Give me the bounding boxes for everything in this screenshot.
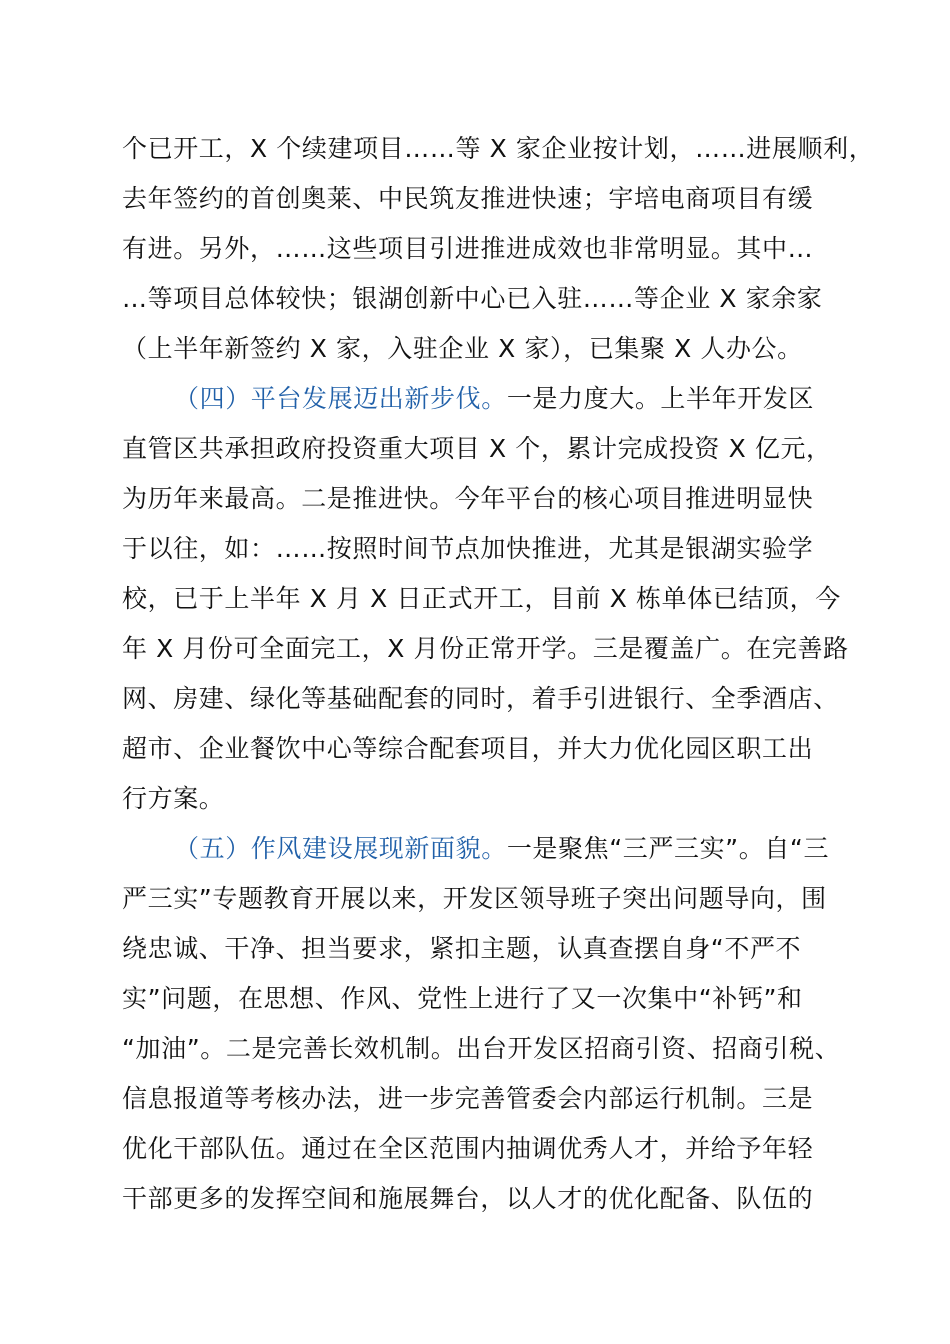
paragraph-2-line-6: 网、房建、绿化等基础配套的同时，着手引进银行、全季酒店、 (122, 684, 839, 713)
paragraph-2-line-2: 为历年来最高。二是推进快。今年平台的核心项目推进明显快 (122, 484, 814, 513)
paragraph-3-line-5: 信息报道等考核办法，进一步完善管委会内部运行机制。三是 (122, 1084, 814, 1113)
paragraph-3-line-1: 严三实”专题教育开展以来，开发区领导班子突出问题导向，围 (122, 884, 827, 913)
paragraph-2-first-line-text: 一是力度大。上半年开发区 (506, 384, 815, 413)
paragraph-2-line-3: 于以往，如：……按照时间节点加快推进，尤其是银湖实验学 (122, 534, 814, 563)
paragraph-3-first-line (174, 824, 864, 874)
paragraph-1-line-5: （上半年新签约 X 家，入驻企业 X 家），已集聚 X 人办公。 (122, 334, 803, 363)
paragraph-1-line-1: 个已开工，X 个续建项目……等 X 家企业按计划，……进展顺利， (122, 134, 875, 163)
paragraph-3-line-6: 优化干部队伍。通过在全区范围内抽调优秀人才，并给予年轻 (122, 1134, 814, 1163)
paragraph-3-line-7: 干部更多的发挥空间和施展舞台，以人才的优化配备、队伍的 (122, 1184, 814, 1213)
paragraph-2-line-8: 行方案。 (122, 784, 225, 813)
paragraph-1-line-2: 去年签约的首创奥莱、中民筑友推进快速；宇培电商项目有缓 (122, 184, 814, 213)
paragraph-1-line-4: …等项目总体较快；银湖创新中心已入驻……等企业 X 家余家 (122, 284, 823, 313)
paragraph-2-line-7: 超市、企业餐饮中心等综合配套项目，并大力优化园区职工出 (122, 734, 814, 763)
paragraph-2-first-line (174, 374, 864, 424)
paragraph-1-line-3: 有进。另外，……这些项目引进推进成效也非常明显。其中… (122, 234, 814, 263)
paragraph-2-line-4: 校，已于上半年 X 月 X 日正式开工，目前 X 栋单体已结顶，今 (122, 584, 841, 613)
section-heading-four: （四）平台发展迈出新步伐。 (174, 384, 507, 413)
paragraph-3-line-3: 实”问题，在思想、作风、党性上进行了又一次集中“补钙”和 (122, 984, 803, 1013)
section-heading-five: （五）作风建设展现新面貌。 (174, 834, 507, 863)
paragraph-2-line-5: 年 X 月份可全面完工，X 月份正常开学。三是覆盖广。在完善路 (122, 634, 849, 663)
paragraph-3-first-line-text: 一是聚焦“三严三实”。自“三 (506, 834, 830, 863)
paragraph-2-line-1: 直管区共承担政府投资重大项目 X 个，累计完成投资 X 亿元， (122, 434, 832, 463)
paragraph-3-line-2: 绕忠诚、干净、担当要求，紧扣主题，认真查摆自身“不严不 (122, 934, 802, 963)
paragraph-3-line-4: “加油”。二是完善长效机制。出台开发区招商引资、招商引税、 (122, 1034, 841, 1063)
